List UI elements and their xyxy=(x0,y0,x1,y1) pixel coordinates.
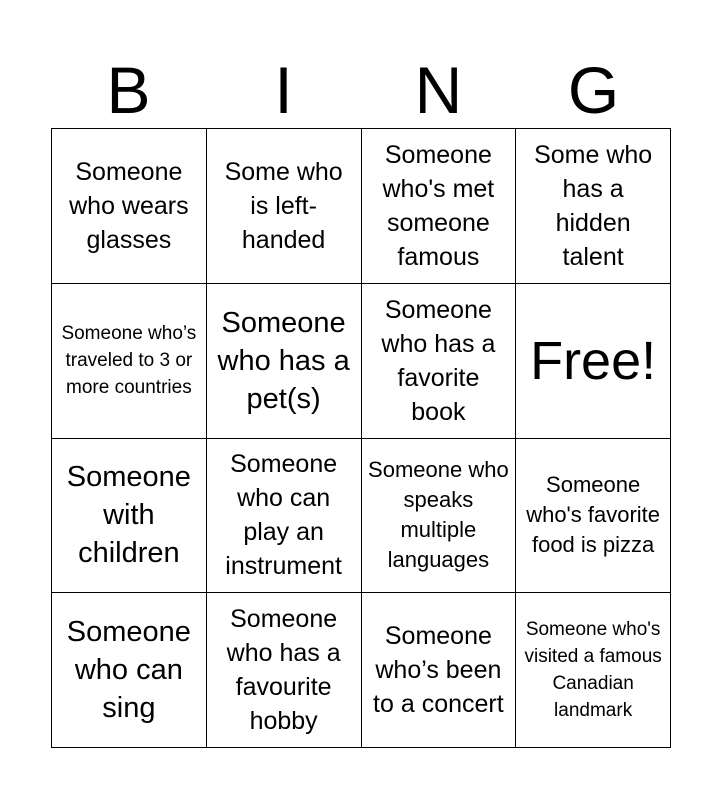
cell-text: Someone who's visited a famous Canadian landmark xyxy=(524,619,662,722)
bingo-cell[interactable] xyxy=(516,593,671,748)
cell-text: Someone who has a pet(s) xyxy=(217,306,350,415)
header-letter-g: G xyxy=(567,53,620,127)
bingo-cell[interactable] xyxy=(52,439,207,594)
cell-text: Someone who can sing xyxy=(66,616,191,725)
bingo-cell[interactable] xyxy=(207,593,362,748)
header-letter-n: N xyxy=(414,53,463,127)
header-letter-b: B xyxy=(106,53,151,127)
cell-text: Someone who's met someone famous xyxy=(382,140,495,271)
cell-text: Someone who has a favorite book xyxy=(381,295,496,426)
bingo-cell[interactable] xyxy=(52,593,207,748)
bingo-cell[interactable] xyxy=(52,284,207,439)
cell-text: Someone who has a favourite hobby xyxy=(226,605,341,736)
bingo-cell[interactable] xyxy=(207,439,362,594)
cell-text: Someone who’s been to a concert xyxy=(373,622,504,719)
bingo-cell[interactable] xyxy=(362,284,517,439)
free-cell-text: Free! xyxy=(530,330,657,391)
cell-text: Some who is left-handed xyxy=(224,157,343,254)
cell-text: Some who has a hidden talent xyxy=(534,140,653,271)
bingo-board xyxy=(51,128,671,748)
header-letter-i: I xyxy=(274,53,293,127)
cell-text: Someone who's favorite food is pizza xyxy=(526,472,661,558)
bingo-cell[interactable] xyxy=(207,129,362,284)
bingo-header xyxy=(51,52,671,128)
cell-text: Someone who can play an instrument xyxy=(225,450,342,581)
cell-text: Someone with children xyxy=(66,461,191,570)
bingo-cell[interactable] xyxy=(516,439,671,594)
cell-text: Someone who speaks multiple languages xyxy=(368,457,509,573)
bingo-cell[interactable] xyxy=(362,439,517,594)
bingo-cell[interactable] xyxy=(362,593,517,748)
free-cell[interactable] xyxy=(516,284,671,439)
bingo-cell[interactable] xyxy=(52,129,207,284)
cell-text: Someone who’s traveled to 3 or more countries xyxy=(61,323,197,399)
cell-text: Someone who wears glasses xyxy=(69,157,189,254)
bingo-cell[interactable] xyxy=(362,129,517,284)
bingo-cell[interactable] xyxy=(516,129,671,284)
bingo-cell[interactable] xyxy=(207,284,362,439)
